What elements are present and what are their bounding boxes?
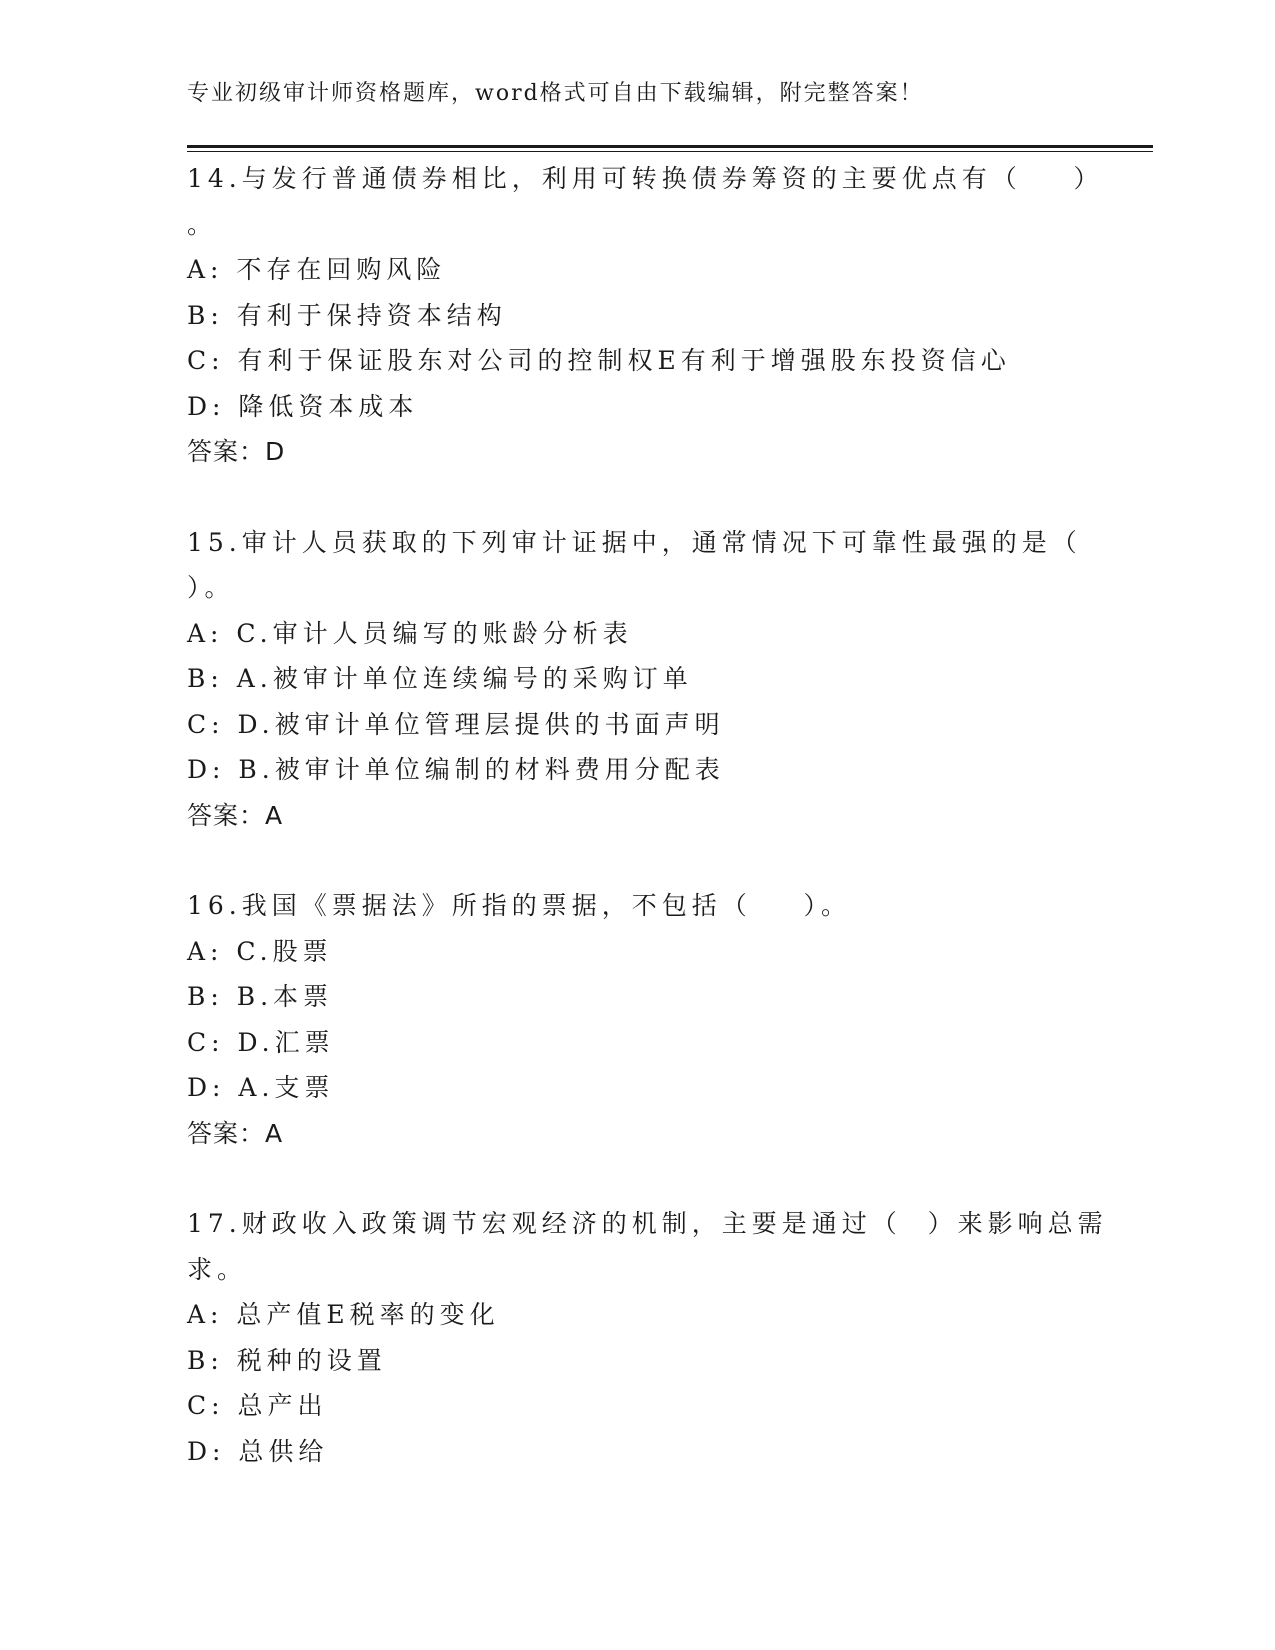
question-15: [187, 520, 1087, 839]
option-a: A: C.审计人员编写的账龄分析表: [187, 618, 633, 648]
option-b: B: A.被审计单位连续编号的采购订单: [187, 664, 693, 693]
option-d: D: A.支票: [187, 1073, 335, 1102]
question-stem: 17.财政收入政策调节宏观经济的机制，主要是通过（ ）来影响总需: [187, 1209, 1108, 1238]
question-16: [187, 883, 1087, 1156]
option-b: B: B.本票: [187, 982, 334, 1011]
option-c: C: D.被审计单位管理层提供的书面声明: [187, 709, 725, 739]
option-d: D: 降低资本成本: [187, 391, 419, 421]
question-17: [187, 1201, 1108, 1474]
option-a: A: C.股票: [187, 936, 333, 966]
header-divider-thick: [187, 145, 1153, 148]
question-stem-continued: ）。: [187, 573, 235, 602]
question-stem-continued: 求。: [187, 1254, 248, 1284]
option-c: C: 有利于保证股东对公司的控制权E有利于增强股东投资信心: [187, 346, 1011, 375]
option-c: C: 总产出: [187, 1391, 328, 1420]
option-b: B: 税种的设置: [187, 1345, 387, 1375]
answer: 答案：D: [187, 437, 286, 466]
question-list: [187, 156, 1108, 1474]
question-14: [187, 156, 1104, 475]
option-a: A: 不存在回购风险: [187, 255, 447, 284]
option-b: B: 有利于保持资本结构: [187, 300, 507, 330]
question-stem: 16.我国《票据法》所指的票据，不包括（ ）。: [187, 891, 852, 920]
header-divider-thin: [187, 151, 1153, 152]
option-d: D: 总供给: [187, 1436, 329, 1466]
option-c: C: D.汇票: [187, 1027, 335, 1057]
page-header: 专业初级审计师资格题库，word格式可自由下载编辑，附完整答案！: [187, 81, 924, 106]
question-stem: 15.审计人员获取的下列审计证据中，通常情况下可靠性最强的是（: [187, 527, 1082, 557]
option-d: D: B.被审计单位编制的材料费用分配表: [187, 755, 725, 784]
answer: 答案：A: [187, 1118, 284, 1148]
question-stem-continued: 。: [187, 209, 218, 239]
answer: 答案：A: [187, 800, 284, 830]
option-a: A: 总产值E税率的变化: [187, 1300, 500, 1329]
question-stem: 14.与发行普通债券相比，利用可转换债券筹资的主要优点有（ ）: [187, 164, 1104, 193]
